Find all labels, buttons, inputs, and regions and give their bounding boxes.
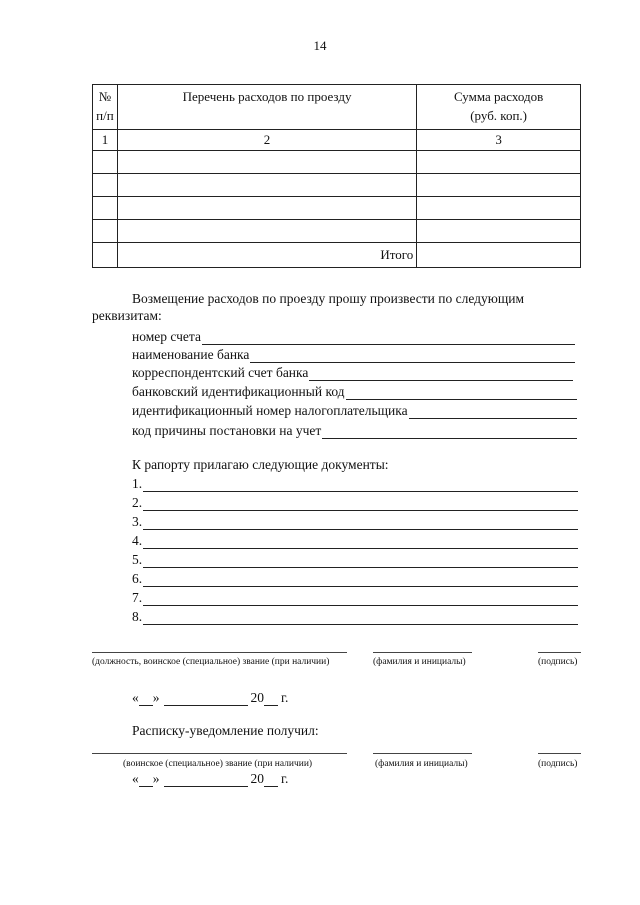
attachment-item[interactable]	[132, 533, 578, 549]
total-sum-cell[interactable]	[417, 243, 581, 268]
header-sum	[417, 85, 581, 130]
sign-signature-line-2[interactable]	[538, 753, 581, 754]
receipt-date-line[interactable]	[132, 771, 288, 787]
table-cell[interactable]	[117, 151, 416, 174]
year-blank[interactable]	[264, 775, 278, 787]
inn-field[interactable]	[132, 403, 577, 419]
receipt-title: Расписку-уведомление получил:	[132, 723, 319, 738]
header-description: Перечень расходов по проезду	[117, 85, 416, 130]
date-close-quote: »	[152, 690, 160, 705]
col-number-3: 3	[417, 130, 581, 151]
header-sum-line2: (руб. коп.)	[470, 108, 527, 123]
item-number: 4.	[132, 533, 143, 548]
month-blank[interactable]	[164, 775, 248, 787]
field-label: банковский идентификационный код	[132, 384, 345, 399]
table-row	[93, 220, 581, 243]
total-label: Итого	[117, 243, 416, 268]
fill-line[interactable]	[143, 574, 578, 587]
attachment-item[interactable]	[132, 609, 578, 625]
table-cell[interactable]	[117, 174, 416, 197]
table-row	[93, 151, 581, 174]
fill-line[interactable]	[309, 368, 573, 381]
sign-signature-line[interactable]	[538, 652, 581, 653]
fill-line[interactable]	[143, 517, 578, 530]
header-sum-line1: Сумма расходов	[453, 89, 544, 104]
position-signature-line[interactable]	[92, 652, 347, 653]
date-open-quote: «	[132, 690, 139, 705]
field-label: код причины постановки на учет	[132, 423, 322, 438]
name-caption: (фамилия и инициалы)	[373, 657, 466, 667]
date-open-quote: «	[132, 771, 139, 786]
expenses-table	[92, 84, 581, 268]
table-cell[interactable]	[417, 151, 581, 174]
item-number: 6.	[132, 571, 143, 586]
attachment-item[interactable]	[132, 514, 578, 530]
name-signature-line-2[interactable]	[373, 753, 472, 754]
table-cell[interactable]	[93, 220, 118, 243]
name-caption-2: (фамилия и инициалы)	[375, 759, 468, 769]
reimbursement-line2: реквизитам:	[92, 308, 162, 323]
attachment-item[interactable]	[132, 571, 578, 587]
year-prefix: 20	[250, 771, 264, 786]
month-blank[interactable]	[164, 694, 248, 706]
item-number: 3.	[132, 514, 143, 529]
account-number-field[interactable]	[132, 329, 575, 345]
day-blank[interactable]	[139, 775, 153, 787]
date-close-quote: »	[152, 771, 160, 786]
table-row	[93, 197, 581, 220]
name-signature-line[interactable]	[373, 652, 472, 653]
rank-signature-line[interactable]	[92, 753, 347, 754]
field-label: идентификационный номер налогоплательщика	[132, 403, 408, 418]
correspondent-account-field[interactable]	[132, 365, 573, 381]
table-cell[interactable]	[93, 174, 118, 197]
field-label: номер счета	[132, 329, 201, 344]
attachment-item[interactable]	[132, 590, 578, 606]
fill-line[interactable]	[143, 536, 578, 549]
column-number-row	[93, 130, 581, 151]
year-suffix: г.	[281, 771, 289, 786]
reimbursement-line1: Возмещение расходов по проезду прошу произвести по следующим	[132, 291, 525, 306]
field-label: корреспондентский счет банка	[132, 365, 309, 380]
total-row	[93, 243, 581, 268]
fill-line[interactable]	[143, 593, 578, 606]
attachment-item[interactable]	[132, 495, 578, 511]
bank-name-field[interactable]	[132, 347, 575, 363]
fill-line[interactable]	[250, 350, 575, 363]
sign-caption-2: (подпись)	[538, 759, 578, 769]
table-cell[interactable]	[417, 220, 581, 243]
sign-caption: (подпись)	[538, 657, 578, 667]
col-number-1: 1	[93, 130, 118, 151]
table-cell[interactable]	[93, 151, 118, 174]
page-number: 14	[313, 38, 327, 53]
table-cell[interactable]	[417, 174, 581, 197]
table-cell[interactable]	[117, 197, 416, 220]
fill-line[interactable]	[143, 479, 578, 492]
fill-line[interactable]	[409, 406, 577, 419]
bic-field[interactable]	[132, 384, 577, 400]
fill-line[interactable]	[143, 612, 578, 625]
field-label: наименование банка	[132, 347, 250, 362]
fill-line[interactable]	[346, 387, 577, 400]
fill-line[interactable]	[143, 555, 578, 568]
table-cell[interactable]	[93, 243, 118, 268]
item-number: 2.	[132, 495, 143, 510]
fill-line[interactable]	[143, 498, 578, 511]
kpp-field[interactable]	[132, 423, 577, 439]
item-number: 5.	[132, 552, 143, 567]
table-cell[interactable]	[93, 197, 118, 220]
table-row	[93, 174, 581, 197]
fill-line[interactable]	[322, 426, 577, 439]
day-blank[interactable]	[139, 694, 153, 706]
year-blank[interactable]	[264, 694, 278, 706]
fill-line[interactable]	[202, 332, 575, 345]
position-caption: (должность, воинское (специальное) звание (при наличии)	[92, 657, 330, 667]
table-header-row	[93, 85, 581, 130]
attachment-item[interactable]	[132, 552, 578, 568]
col-number-2: 2	[117, 130, 416, 151]
item-number: 1.	[132, 476, 143, 491]
year-prefix: 20	[250, 690, 264, 705]
year-suffix: г.	[281, 690, 289, 705]
item-number: 7.	[132, 590, 143, 605]
table-cell[interactable]	[417, 197, 581, 220]
item-number: 8.	[132, 609, 143, 624]
attachments-title: К рапорту прилагаю следующие документы:	[132, 457, 389, 472]
date-line[interactable]	[132, 690, 288, 706]
attachment-item[interactable]	[132, 476, 578, 492]
table-cell[interactable]	[117, 220, 416, 243]
rank-caption: (воинское (специальное) звание (при наличии)	[123, 759, 313, 769]
header-num: № п/п	[93, 85, 118, 130]
